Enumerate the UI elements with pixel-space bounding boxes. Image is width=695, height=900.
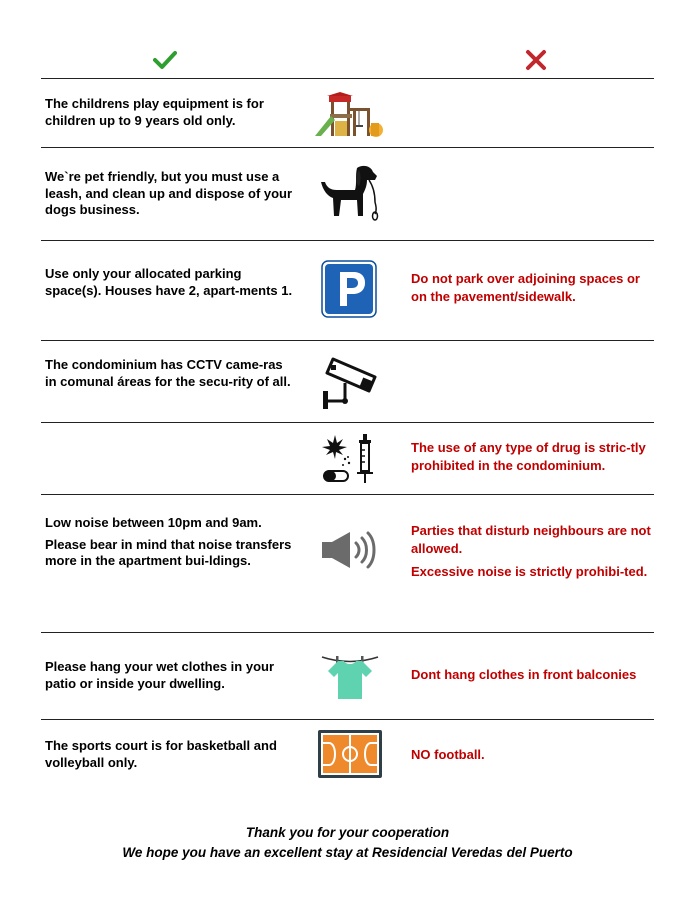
parking-sign-icon [321, 260, 377, 318]
allowed-line: Please hang your wet clothes in your patio or inside your dwelling. [45, 659, 275, 691]
footer-thanks: Thank you for your cooperation [245, 825, 450, 840]
footer-message [0, 823, 695, 863]
rule-row-drugs [41, 423, 654, 494]
prohibited-line: NO football. [411, 747, 485, 762]
rule-row-pets [41, 148, 654, 240]
prohibited-text [411, 746, 659, 764]
speaker-noise-icon [320, 528, 378, 572]
drugs-icon [321, 433, 377, 485]
sports-court-icon [317, 729, 383, 779]
allowed-line: Low noise between 10pm and 9am. [45, 515, 262, 530]
rule-row-playground [41, 79, 654, 147]
prohibited-line: Excessive noise is strictly prohibi-ted. [411, 564, 648, 579]
prohibited-text [411, 666, 661, 684]
clothesline-shirt-icon [320, 651, 380, 701]
footer-welcome: We hope you have an excellent stay at Residencial Veredas del Puerto [122, 845, 573, 860]
prohibited-line: Parties that disturb neighbours are not allowed. [411, 523, 651, 556]
allowed-text [45, 738, 295, 771]
cross-icon [524, 48, 548, 72]
check-icon [153, 48, 177, 72]
allowed-text [45, 357, 295, 390]
prohibited-line: Do not park over adjoining spaces or on the pavement/sidewalk. [411, 271, 640, 304]
rule-row-cctv [41, 341, 654, 422]
allowed-line: Use only your allocated parking space(s). Houses have 2, apart-ments 1. [45, 266, 293, 298]
allowed-text [45, 266, 295, 299]
rule-row-laundry [41, 633, 654, 719]
allowed-text [45, 96, 295, 129]
prohibited-text [411, 439, 659, 474]
rule-row-parking [41, 241, 654, 340]
prohibited-line: Dont hang clothes in front balconies [411, 667, 637, 682]
allowed-line: We`re pet friendly, but you must use a leash, and clean up and dispose of your dogs business. [45, 169, 293, 217]
allowed-line: Please bear in mind that noise transfers more in the apartment bui-ldings. [45, 536, 292, 568]
allowed-line: The childrens play equipment is for children up to 9 years old only. [45, 96, 264, 128]
prohibited-text [411, 270, 659, 305]
rule-row-noise [41, 495, 654, 632]
cctv-camera-icon [321, 355, 379, 409]
rule-row-sports-court [41, 720, 654, 800]
prohibited-text [411, 522, 659, 581]
allowed-line: The sports court is for basketball and volleyball only. [45, 738, 277, 770]
playground-icon [313, 92, 385, 138]
allowed-text [45, 515, 295, 570]
dog-on-leash-icon [319, 164, 383, 222]
allowed-text [45, 169, 295, 219]
allowed-text [45, 659, 295, 692]
prohibited-line: The use of any type of drug is stric-tly prohibited in the condominium. [411, 440, 646, 473]
allowed-line: The condominium has CCTV came-ras in comunal áreas for the secu-rity of all. [45, 357, 291, 389]
